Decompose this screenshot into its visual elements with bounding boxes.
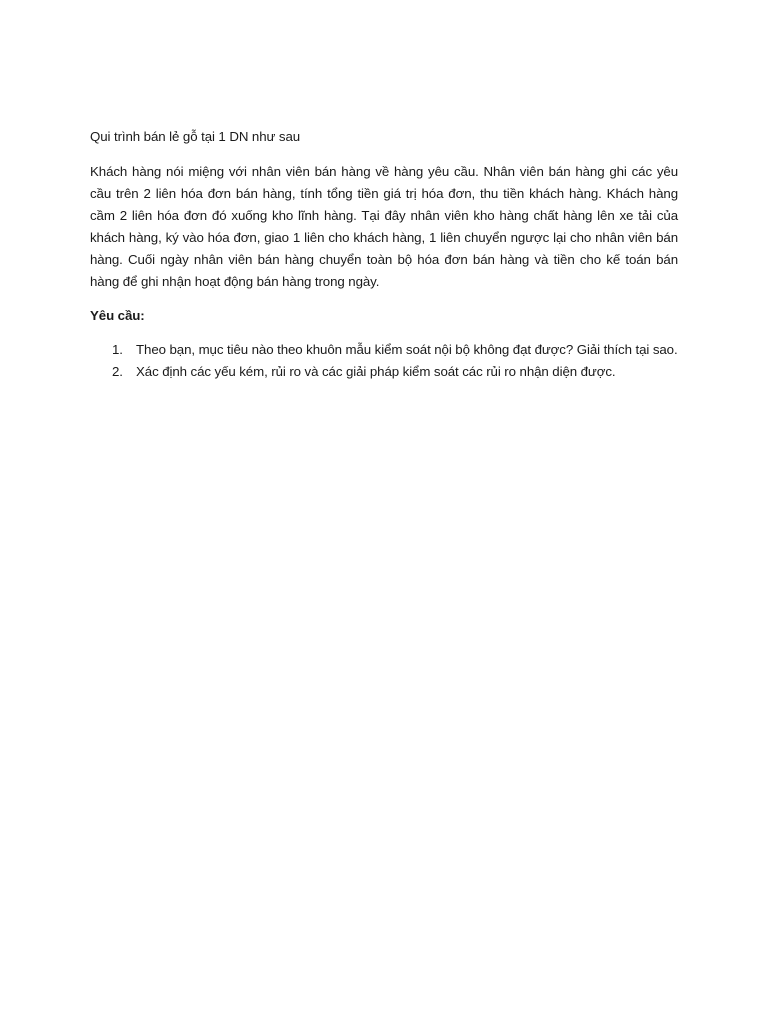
requirements-list: [90, 339, 678, 383]
scenario-paragraph: Khách hàng nói miệng với nhân viên bán hàng về hàng yêu cầu. Nhân viên bán hàng ghi các yêu cầu trên 2 liên hóa đơn bán hàng, tính tổng tiền giá trị hóa đơn, thu tiền khách hàng. Khách hàng cầm 2 liên hóa đơn đó xuống kho lĩnh hàng. Tại đây nhân viên kho hàng chất hàng lên xe tải của khách hàng, ký vào hóa đơn, giao 1 liên cho khách hàng, 1 liên chuyển ngược lại cho nhân viên bán hàng. Cuối ngày nhân viên bán hàng chuyển toàn bộ hóa đơn bán hàng và tiền cho kế toán bán hàng để ghi nhận hoạt động bán hàng trong ngày.: [90, 164, 678, 289]
requirement-number: 1.: [112, 342, 123, 357]
requirement-item: [90, 339, 678, 361]
requirement-text: Theo bạn, mục tiêu nào theo khuôn mẫu kiểm soát nội bộ không đạt được? Giải thích tại sao.: [136, 342, 678, 357]
document-title: Qui trình bán lẻ gỗ tại 1 DN như sau: [90, 129, 301, 144]
requirement-text: Xác định các yếu kém, rủi ro và các giải pháp kiểm soát các rủi ro nhận diện được.: [136, 364, 616, 379]
document-body: [90, 126, 678, 383]
requirement-item: [90, 361, 678, 383]
requirements-heading: Yêu cầu:: [90, 308, 145, 323]
requirement-number: 2.: [112, 364, 123, 379]
